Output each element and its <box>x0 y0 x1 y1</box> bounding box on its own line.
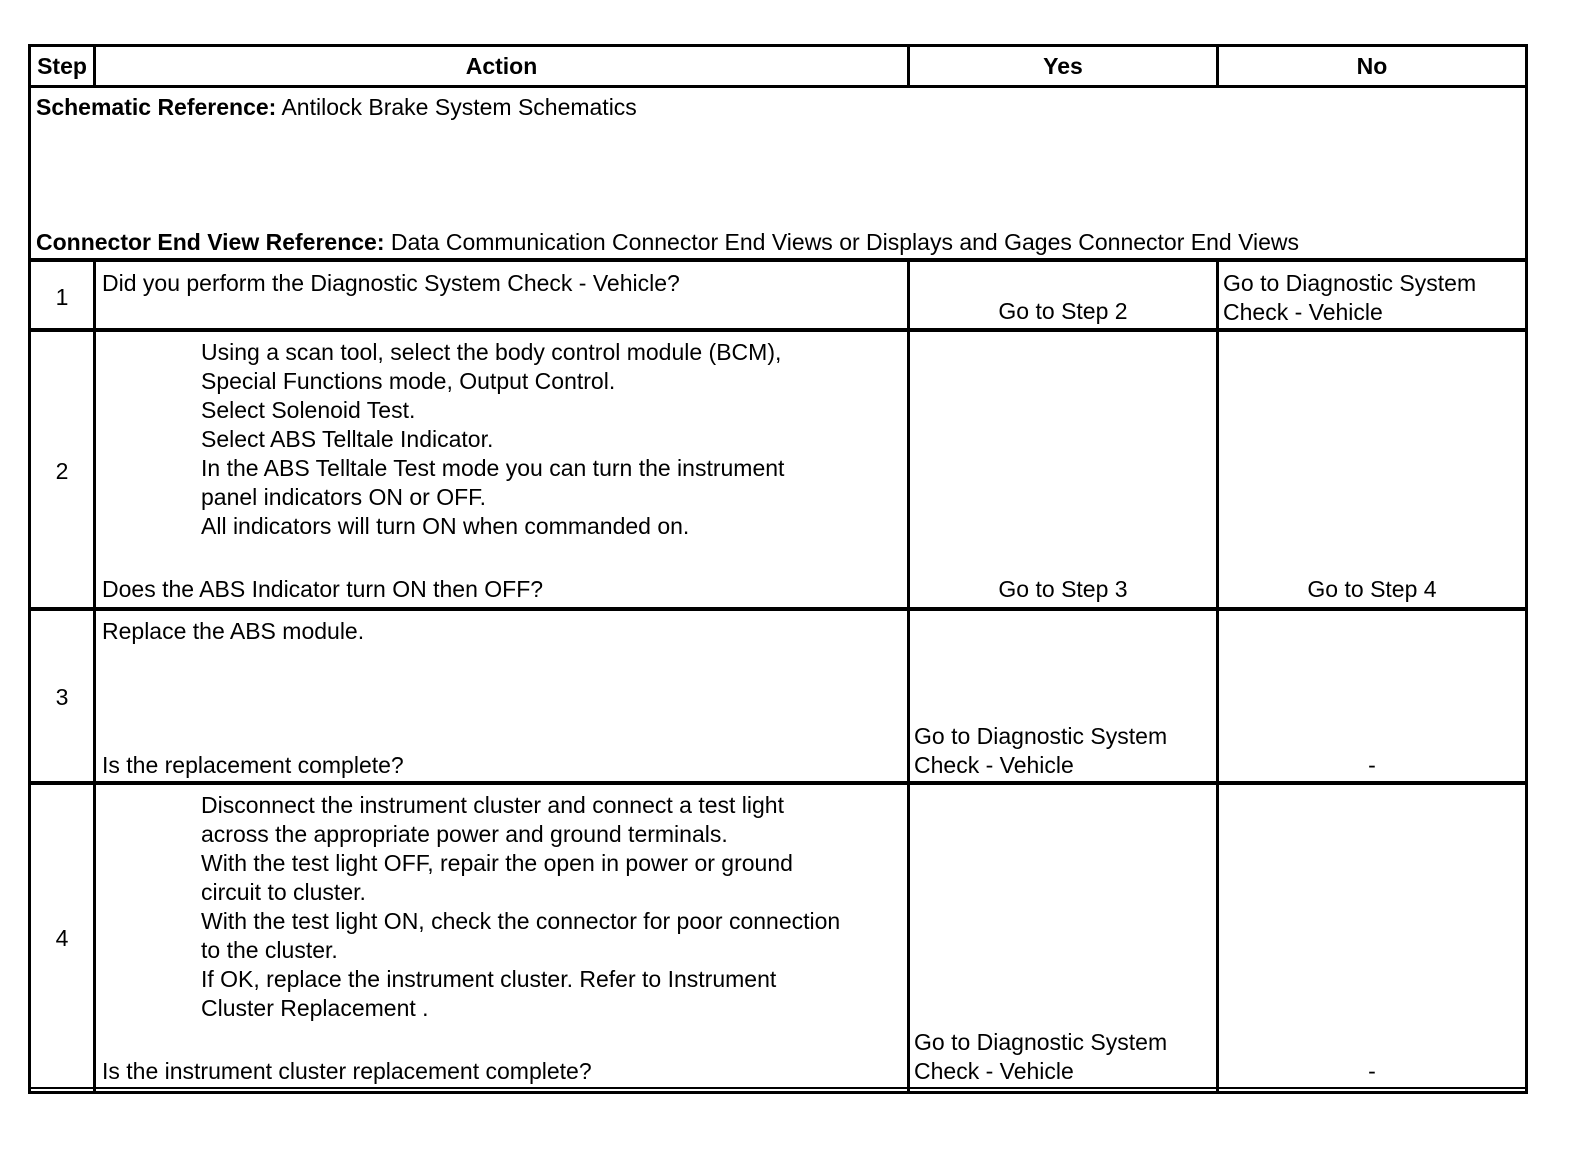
yes-result: Go to Step 2 <box>998 298 1128 324</box>
no-result: Go to Step 4 <box>1307 576 1437 602</box>
schematic-reference <box>36 93 637 122</box>
action-line: All indicators will turn ON when commanded on. <box>201 513 690 539</box>
yes-result <box>914 1028 1167 1086</box>
action-line: Disconnect the instrument cluster and connect a test light <box>201 792 784 818</box>
step-number: 3 <box>55 684 69 710</box>
action-line: With the test light ON, check the connector for poor connection <box>201 908 841 934</box>
action-line: Special Functions mode, Output Control. <box>201 368 616 394</box>
connector-reference <box>36 228 1299 257</box>
action-list <box>201 791 840 1023</box>
step-question: Is the replacement complete? <box>102 752 404 778</box>
action-line: With the test light OFF, repair the open in power or ground <box>201 850 793 876</box>
action-line: If OK, replace the instrument cluster. Refer to Instrument <box>201 966 777 992</box>
divider <box>28 781 1528 785</box>
action-line: Select ABS Telltale Indicator. <box>201 426 494 452</box>
no-result-line: Check - Vehicle <box>1223 299 1383 325</box>
no-result <box>1223 269 1476 327</box>
action-list <box>201 338 784 541</box>
step-question: Did you perform the Diagnostic System Check - Vehicle? <box>102 270 680 296</box>
step-action: Replace the ABS module. <box>102 618 365 644</box>
schematic-reference-value: Antilock Brake System Schematics <box>281 94 637 120</box>
divider <box>28 85 1528 88</box>
divider <box>1216 260 1219 1094</box>
header-yes: Yes <box>1043 53 1083 79</box>
action-line: panel indicators ON or OFF. <box>201 484 487 510</box>
divider <box>907 260 910 1094</box>
action-line: to the cluster. <box>201 937 338 963</box>
step-question: Does the ABS Indicator turn ON then OFF? <box>102 576 544 602</box>
schematic-reference-label: Schematic Reference: <box>36 94 277 120</box>
yes-result: Go to Step 3 <box>998 576 1128 602</box>
header-no: No <box>1356 53 1388 79</box>
step-question: Is the instrument cluster replacement complete? <box>102 1058 592 1084</box>
action-line: Cluster Replacement . <box>201 995 429 1021</box>
step-number: 1 <box>55 284 69 310</box>
action-line: Using a scan tool, select the body control module (BCM), <box>201 339 782 365</box>
divider <box>28 258 1528 262</box>
no-result: - <box>1368 1058 1376 1084</box>
yes-result-line: Go to Diagnostic System <box>914 723 1168 749</box>
divider <box>28 1087 1528 1089</box>
step-number: 4 <box>55 925 69 951</box>
action-line: Select Solenoid Test. <box>201 397 416 423</box>
divider <box>28 328 1528 332</box>
no-result: - <box>1368 752 1376 778</box>
yes-result <box>914 722 1167 780</box>
connector-reference-value: Data Communication Connector End Views or Displays and Gages Connector End Views <box>390 229 1300 255</box>
header-step: Step <box>37 53 87 79</box>
connector-reference-label: Connector End View Reference: <box>36 229 385 255</box>
divider <box>93 260 96 1094</box>
action-line: across the appropriate power and ground terminals. <box>201 821 728 847</box>
step-number: 2 <box>55 458 69 484</box>
no-result-line: Go to Diagnostic System <box>1223 270 1477 296</box>
action-line: circuit to cluster. <box>201 879 366 905</box>
action-line: In the ABS Telltale Test mode you can turn the instrument <box>201 455 785 481</box>
yes-result-line: Check - Vehicle <box>914 1058 1074 1084</box>
yes-result-line: Check - Vehicle <box>914 752 1074 778</box>
divider <box>28 607 1528 611</box>
header-action: Action <box>465 53 538 79</box>
yes-result-line: Go to Diagnostic System <box>914 1029 1168 1055</box>
